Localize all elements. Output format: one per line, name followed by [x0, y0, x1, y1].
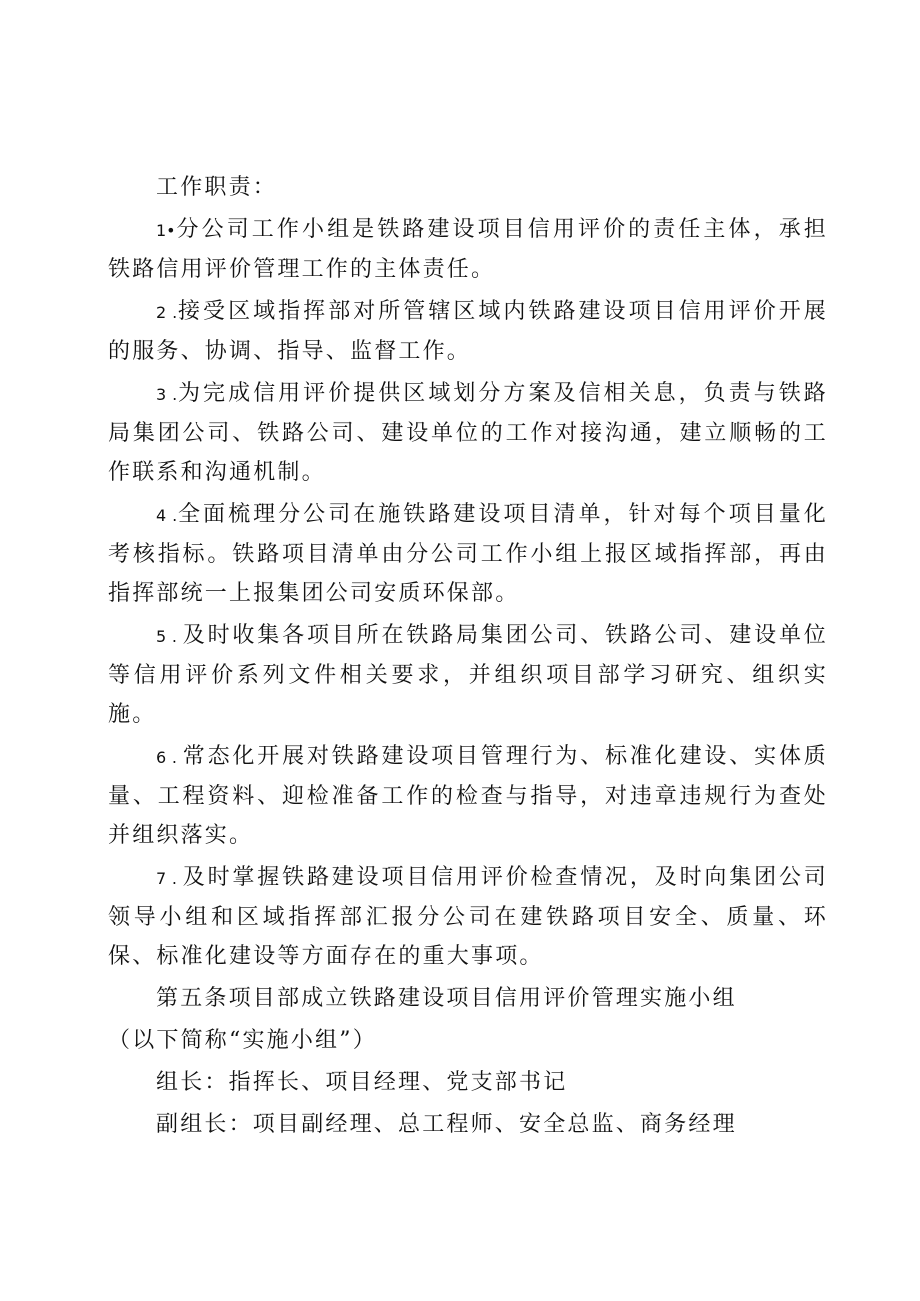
article-five-subtitle: （以下简称“实施小组”）	[108, 1028, 377, 1053]
duty-item-4	[108, 495, 828, 613]
deputy-leader-line: 副组长：项目副经理、总工程师、安全总监、商务经理	[156, 1112, 737, 1137]
item-text: 常态化开展对铁路建设项目管理行为、标准化建设、实体质量、工程资料、迎检准备工作的检查与指导，对违章违规行为查处并组织落实。	[108, 744, 829, 848]
item-number: 1•	[156, 221, 176, 240]
item-text: 分公司工作小组是铁路建设项目信用评价的责任主体，承担铁路信用评价管理工作的主体责任。	[108, 217, 828, 282]
item-number: 5 .	[156, 627, 183, 646]
item-number: 7 .	[156, 869, 183, 888]
item-number: 2 .	[156, 303, 178, 322]
item-text: 为完成信用评价提供区域划分方案及信相关息，负责与铁路局集团公司、铁路公司、建设单位的工作对接沟通，建立顺畅的工作联系和沟通机制。	[108, 381, 828, 485]
section-heading: 工作职责：	[156, 175, 278, 200]
item-text: 接受区域指挥部对所管辖区域内铁路建设项目信用评价开展的服务、协调、指导、监督工作。	[108, 299, 828, 364]
duty-item-1	[108, 210, 828, 289]
item-text: 及时收集各项目所在铁路局集团公司、铁路公司、建设单位等信用评价系列文件相关要求，并组织项目部学习研究、组织实施。	[108, 623, 829, 727]
duty-item-2	[108, 292, 828, 371]
duty-item-7	[108, 858, 828, 976]
duty-item-6	[108, 737, 828, 855]
document-body	[108, 168, 828, 1144]
group-leader-line: 组长：指挥长、项目经理、党支部书记	[156, 1070, 568, 1095]
item-text: 及时掌握铁路建设项目信用评价检查情况，及时向集团公司领导小组和区域指挥部汇报分公司在建铁路项目安全、质量、环保、标准化建设等方面存在的重大事项。	[108, 865, 829, 969]
item-number: 3 .	[156, 385, 178, 404]
item-number: 6 .	[156, 748, 183, 767]
item-number: 4 .	[156, 506, 178, 525]
duty-item-5	[108, 616, 828, 734]
article-five-title: 第五条项目部成立铁路建设项目信用评价管理实施小组	[156, 986, 737, 1011]
duty-item-3	[108, 374, 828, 492]
item-text: 全面梳理分公司在施铁路建设项目清单，针对每个项目量化考核指标。铁路项目清单由分公司工作小组上报区域指挥部，再由指挥部统一上报集团公司安质环保部。	[108, 502, 828, 606]
